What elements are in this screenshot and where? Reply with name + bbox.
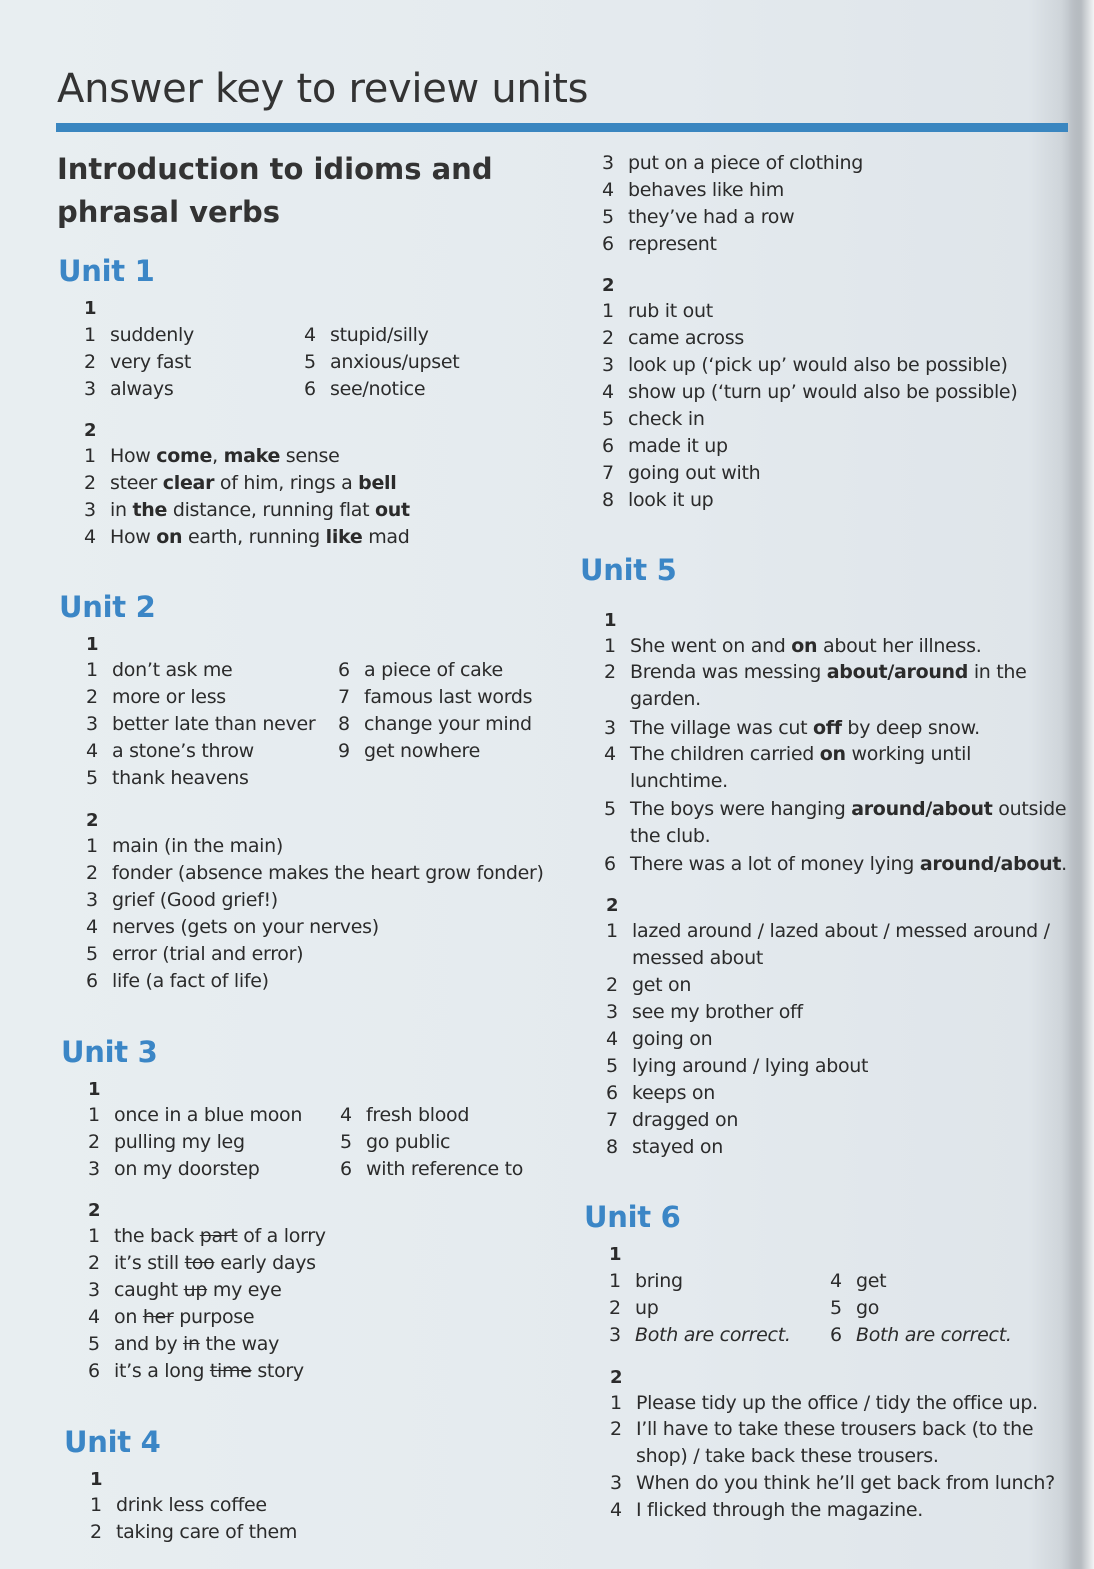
answer-item: 4 get xyxy=(830,1270,887,1292)
exercise-number: 1 xyxy=(604,610,617,631)
answer-item: 3 on my doorstep xyxy=(88,1158,260,1180)
page-fold-shadow xyxy=(1068,0,1094,1569)
answer-item: 4 fresh blood xyxy=(340,1104,470,1126)
exercise-number: 1 xyxy=(86,634,99,655)
answer-item: 1 drink less coffee xyxy=(90,1494,267,1516)
answer-item: 2 came across xyxy=(602,327,744,349)
answer-item: 3 grief (Good grief!) xyxy=(86,889,278,911)
answer-item: 3 When do you think he’ll get back from lunch? xyxy=(610,1472,1055,1494)
answer-item: 2 get on xyxy=(606,974,692,996)
answer-item: 2 it’s still too early days xyxy=(88,1252,316,1274)
answer-item: 1 main (in the main) xyxy=(86,835,283,857)
answer-item: 5 check in xyxy=(602,408,705,430)
answer-item: 2 I’ll have to take these trousers back (to the shop) / take back these trousers. xyxy=(610,1418,1034,1467)
answer-item: 2 Brenda was messing about/around in the garden. xyxy=(604,661,1027,710)
answer-item: 6 made it up xyxy=(602,435,728,457)
answer-item: 4 The children carried on working until lunchtime. xyxy=(604,743,972,792)
answer-item: 1 How come, make sense xyxy=(84,445,340,467)
exercise-number: 1 xyxy=(88,1079,101,1100)
answer-item: 4 behaves like him xyxy=(602,179,784,201)
answer-item: 6 Both are correct. xyxy=(830,1324,1012,1346)
answer-item: 6 see/notice xyxy=(304,378,426,400)
answer-item: 4 going on xyxy=(606,1028,713,1050)
answer-item: 5 lying around / lying about xyxy=(606,1055,869,1077)
answer-item: 3 in the distance, running flat out xyxy=(84,499,410,521)
exercise-number: 1 xyxy=(90,1469,103,1490)
answer-item: 4 nerves (gets on your nerves) xyxy=(86,916,379,938)
exercise-number: 2 xyxy=(86,810,99,831)
answer-item: 4 on her purpose xyxy=(88,1306,255,1328)
answer-item: 3 better late than never xyxy=(86,713,316,735)
exercise-number: 1 xyxy=(609,1244,622,1265)
answer-item: 5 thank heavens xyxy=(86,767,249,789)
answer-item: 6 life (a fact of life) xyxy=(86,970,269,992)
answer-item: 5 they’ve had a row xyxy=(602,206,795,228)
answer-item: 6 a piece of cake xyxy=(338,659,503,681)
answer-item: 2 taking care of them xyxy=(90,1521,298,1543)
answer-item: 7 going out with xyxy=(602,462,761,484)
page-title: Answer key to review units xyxy=(57,66,589,112)
answer-item: 1 rub it out xyxy=(602,300,713,322)
exercise-number: 2 xyxy=(606,895,619,916)
exercise-number: 1 xyxy=(84,298,97,319)
answer-item: 1 once in a blue moon xyxy=(88,1104,303,1126)
answer-item: 2 pulling my leg xyxy=(88,1131,245,1153)
exercise-number: 2 xyxy=(84,420,97,441)
answer-item: 6 There was a lot of money lying around/about. xyxy=(604,853,1067,875)
answer-item: 1 the back part of a lorry xyxy=(88,1225,326,1247)
answer-item: 5 error (trial and error) xyxy=(86,943,304,965)
answer-item: 7 dragged on xyxy=(606,1109,739,1131)
title-rule xyxy=(56,123,1068,132)
answer-item: 2 up xyxy=(609,1297,659,1319)
answer-item: 3 caught up my eye xyxy=(88,1279,282,1301)
unit-4-heading: Unit 4 xyxy=(64,1425,161,1459)
answer-item: 8 stayed on xyxy=(606,1136,723,1158)
answer-item: 4 a stone’s throw xyxy=(86,740,254,762)
answer-item: 7 famous last words xyxy=(338,686,533,708)
answer-item: 2 fonder (absence makes the heart grow fonder) xyxy=(86,862,544,884)
answer-item: 6 with reference to xyxy=(340,1158,524,1180)
answer-item: 4 show up (‘turn up’ would also be possible) xyxy=(602,381,1018,403)
answer-item: 1 She went on and on about her illness. xyxy=(604,635,982,657)
answer-item: 1 bring xyxy=(609,1270,683,1292)
unit-5-heading: Unit 5 xyxy=(580,553,677,587)
exercise-number: 2 xyxy=(610,1367,623,1388)
unit-6-heading: Unit 6 xyxy=(584,1200,681,1234)
answer-item: 1 suddenly xyxy=(84,324,194,346)
answer-item: 4 stupid/silly xyxy=(304,324,429,346)
answer-item: 1 don’t ask me xyxy=(86,659,233,681)
answer-item: 6 represent xyxy=(602,233,717,255)
answer-item: 6 it’s a long time story xyxy=(88,1360,304,1382)
exercise-number: 2 xyxy=(88,1200,101,1221)
answer-item: 5 go xyxy=(830,1297,880,1319)
answer-item: 8 look it up xyxy=(602,489,714,511)
unit-3-heading: Unit 3 xyxy=(61,1035,158,1069)
exercise-number: 2 xyxy=(602,275,615,296)
answer-item: 3 look up (‘pick up’ would also be possible) xyxy=(602,354,1008,376)
answer-item: 5 The boys were hanging around/about outside the club. xyxy=(604,798,1067,847)
answer-item: 1 Please tidy up the office / tidy the office up. xyxy=(610,1392,1038,1414)
answer-item: 3 The village was cut off by deep snow. xyxy=(604,717,980,739)
answer-item: 5 anxious/upset xyxy=(304,351,460,373)
answer-item: 3 Both are correct. xyxy=(609,1324,791,1346)
answer-item: 5 and by in the way xyxy=(88,1333,280,1355)
answer-item: 5 go public xyxy=(340,1131,451,1153)
answer-item: 3 see my brother off xyxy=(606,1001,803,1023)
unit-2-heading: Unit 2 xyxy=(59,590,156,624)
answer-item: 3 always xyxy=(84,378,174,400)
answer-item: 6 keeps on xyxy=(606,1082,715,1104)
answer-item: 2 more or less xyxy=(86,686,226,708)
answer-item: 9 get nowhere xyxy=(338,740,480,762)
unit-1-heading: Unit 1 xyxy=(58,254,155,288)
answer-item: 2 very fast xyxy=(84,351,192,373)
answer-item: 8 change your mind xyxy=(338,713,532,735)
answer-item: 4 I flicked through the magazine. xyxy=(610,1499,923,1521)
answer-item: 1 lazed around / lazed about / messed around / messed about xyxy=(606,920,1050,969)
answer-item: 3 put on a piece of clothing xyxy=(602,152,863,174)
intro-section-title: Introduction to idioms and phrasal verbs xyxy=(57,152,493,229)
answer-item: 2 steer clear of him, rings a bell xyxy=(84,472,397,494)
answer-item: 4 How on earth, running like mad xyxy=(84,526,410,548)
